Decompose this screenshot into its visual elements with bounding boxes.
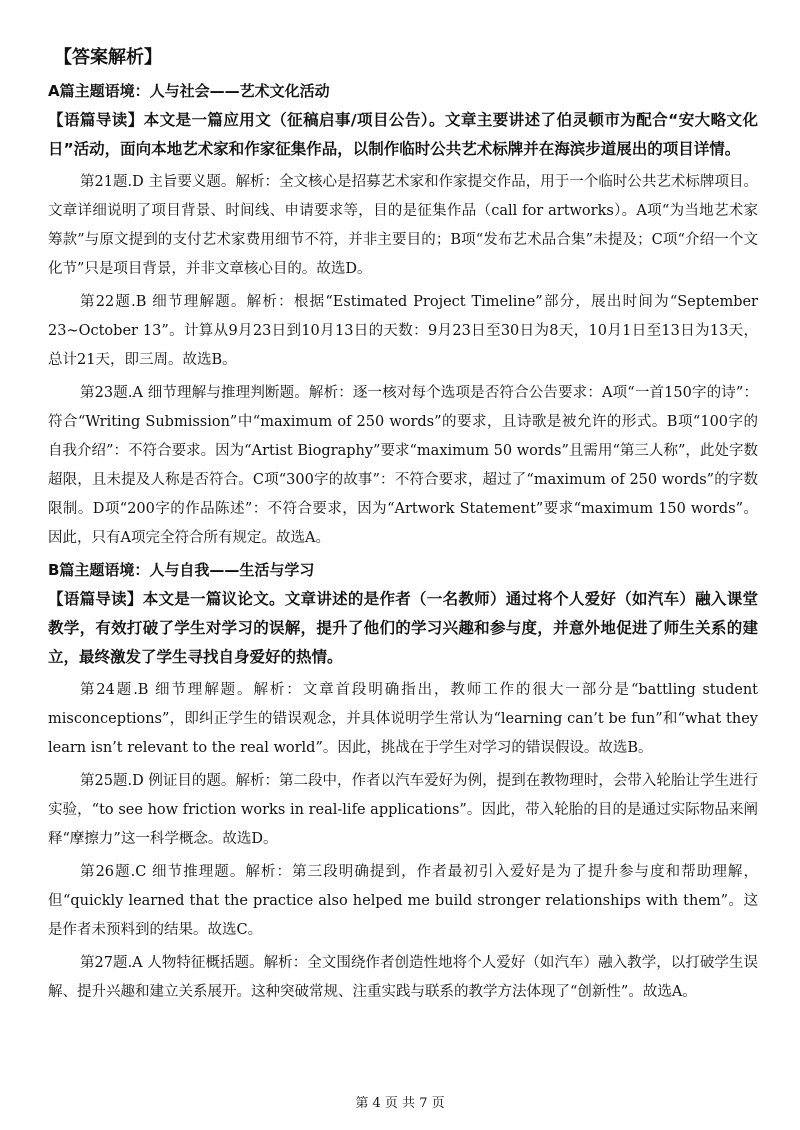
question-26-explanation: 第26题.C 细节推理题。解析：第三段明确提到，作者最初引入爱好是为了提升参与度和帮助理解，但“quickly learned that the practice also helped me build stronger relationships with them”。这是作者未预料到的结果。故选C。	[48, 864, 758, 938]
page-number-footer: 第 4 页 共 7 页	[355, 1096, 445, 1111]
section-a-guide: 【语篇导读】本文是一篇应用文（征稿启事/项目公告）。文章主要讲述了伯灵顿市为配合“安大略文化日”活动，面向本地艺术家和作家征集作品，以制作临时公共艺术标牌并在海滨步道展出的项目详情。	[48, 111, 758, 158]
answer-page	[48, 44, 758, 1011]
question-23-explanation: 第23题.A 细节理解与推理判断题。解析：逐一核对每个选项是否符合公告要求：A项“一首150字的诗”：符合“Writing Submission”中“maximum of 250 words”的要求，且诗歌是被允许的形式。B项“100字的自我介绍”：不符合要求。因为“Artist Biography”要求“maximum 50 words”且需用“第三人称”，此处字数超限，且未提及人称是否符合。C项“300字的故事”：不符合要求，超过了“maximum of 250 words”的字数限制。D项“200字的作品陈述”：不符合要求，因为“Artwork Statement”要求“maximum 150 words”。因此，只有A项完全符合所有规定。故选A。	[48, 385, 758, 546]
question-27-explanation: 第27题.A 人物特征概括题。解析：全文围绕作者创造性地将个人爱好（如汽车）融入教学，以打破学生误解、提升兴趣和建立关系展开。这种突破常规、注重实践与联系的教学方法体现了“创新性”。故选A。	[48, 955, 758, 1000]
section-b-heading: B篇主题语境：人与自我——生活与学习	[48, 561, 315, 579]
question-24-explanation: 第24题.B 细节理解题。解析：文章首段明确指出，教师工作的很大一部分是“battling student misconceptions”，即纠正学生的错误观念，并具体说明学生常认为“learning can’t be fun”和“what they learn isn’t relevant to the real world”。因此，挑战在于学生对学习的错误假设。故选B。	[48, 682, 758, 756]
question-21-explanation: 第21题.D 主旨要义题。解析：全文核心是招募艺术家和作家提交作品，用于一个临时公共艺术标牌项目。文章详细说明了项目背景、时间线、申请要求等，目的是征集作品（call for artworks）。A项“为当地艺术家筹款”与原文提到的支付艺术家费用细节不符，并非主要目的；B项“发布艺术品合集”未提及；C项“介绍一个文化节”只是项目背景，并非文章核心目的。故选D。	[48, 174, 758, 277]
question-22-explanation: 第22题.B 细节理解题。解析：根据“Estimated Project Timeline”部分，展出时间为“September 23~October 13”。计算从9月23日到10月13日的天数：9月23日至30日为8天，10月1日至13日为13天，总计21天，即三周。故选B。	[48, 294, 758, 368]
answer-analysis-title: 【答案解析】	[54, 47, 162, 68]
question-25-explanation: 第25题.D 例证目的题。解析：第二段中，作者以汽车爱好为例，提到在教物理时，会带入轮胎让学生进行实验，“to see how friction works in real-life applications”。因此，带入轮胎的目的是通过实际物品来阐释“摩擦力”这一科学概念。故选D。	[48, 773, 758, 847]
section-b-guide: 【语篇导读】本文是一篇议论文。文章讲述的是作者（一名教师）通过将个人爱好（如汽车）融入课堂教学，有效打破了学生对学习的误解，提升了他们的学习兴趣和参与度，并意外地促进了师生关系的建立，最终激发了学生寻找自身爱好的热情。	[48, 590, 758, 666]
section-a	[48, 78, 758, 553]
section-b	[48, 557, 758, 1007]
section-a-heading: A篇主题语境：人与社会——艺术文化活动	[48, 82, 330, 100]
